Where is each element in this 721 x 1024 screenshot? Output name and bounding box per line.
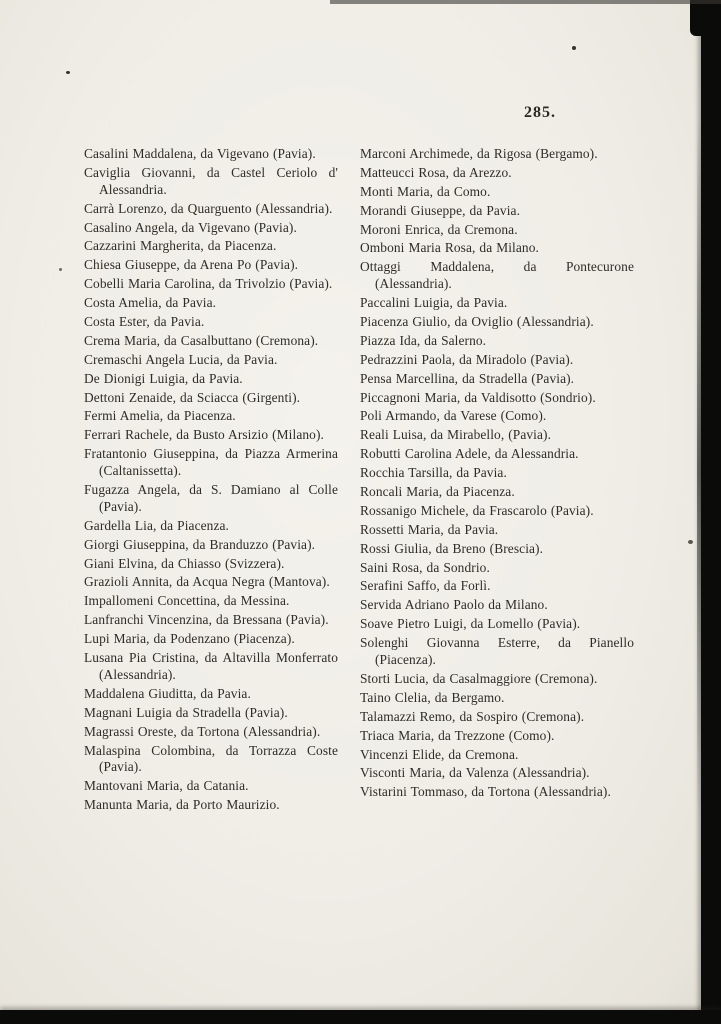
list-item: Mantovani Maria, da Catania. [84,778,249,794]
list-item: Talamazzi Remo, da Sospiro (Cremona). [360,708,585,724]
list-item: Costa Amelia, da Pavia. [84,295,217,311]
list-item: De Dionigi Luigia, da Pavia. [84,370,243,386]
list-item: Poli Armando, da Varese (Como). [360,408,547,424]
list-item: Malaspina Colombina, da Torrazza Coste (Pavia). [84,742,338,775]
list-item: Reali Luisa, da Mirabello, (Pavia). [360,427,552,443]
list-item: Giani Elvina, da Chiasso (Svizzera). [84,555,285,571]
list-item: Costa Ester, da Pavia. [84,314,205,330]
list-item: Marconi Archimede, da Rigosa (Bergamo). [360,146,598,161]
list-item: Servida Adriano Paolo da Milano. [360,597,548,613]
scan-edge-bottom [0,1010,721,1024]
list-item: Magnani Luigia da Stradella (Pavia). [84,704,288,720]
list-item: Carrà Lorenzo, da Quarguento (Alessandria). [84,200,333,216]
list-item: Cobelli Maria Carolina, da Trivolzio (Pavia). [84,276,333,292]
list-item: Ferrari Rachele, da Busto Arsizio (Milano). [84,427,324,443]
column-right [360,146,634,816]
list-item: Cazzarini Margherita, da Piacenza. [84,238,277,254]
list-item: Matteucci Rosa, da Arezzo. [360,164,512,180]
list-item: Visconti Maria, da Valenza (Alessandria). [360,765,590,781]
list-item: Pensa Marcellina, da Stradella (Pavia). [360,370,575,386]
scan-edge-top [330,0,721,4]
list-item: Crema Maria, da Casalbuttano (Cremona). [84,332,319,348]
list-item: Piccagnoni Maria, da Valdisotto (Sondrio). [360,389,596,405]
scan-edge-right [701,0,721,1024]
list-item: Fratantonio Giuseppina, da Piazza Armerina (Caltanissetta). [84,446,338,479]
list-item: Grazioli Annita, da Acqua Negra (Mantova). [84,574,330,590]
list-item: Impallomeni Concettina, da Messina. [84,593,290,609]
list-item: Soave Pietro Luigi, da Lomello (Pavia). [360,616,581,632]
list-item: Omboni Maria Rosa, da Milano. [360,240,539,256]
list-item: Maddalena Giuditta, da Pavia. [84,685,251,701]
list-item: Dettoni Zenaide, da Sciacca (Girgenti). [84,389,301,405]
list-item: Chiesa Giuseppe, da Arena Po (Pavia). [84,257,299,273]
list-item: Piacenza Giulio, da Oviglio (Alessandria). [360,314,594,330]
list-item: Monti Maria, da Como. [360,183,491,199]
list-item: Cremaschi Angela Lucia, da Pavia. [84,351,278,367]
list-item: Vistarini Tommaso, da Tortona (Alessandria). [360,784,611,800]
list-item: Serafini Saffo, da Forlì. [360,578,491,594]
list-item: Piazza Ida, da Salerno. [360,332,487,348]
list-item: Morandi Giuseppe, da Pavia. [360,202,521,218]
list-item: Rocchia Tarsilla, da Pavia. [360,465,507,481]
list-item: Taino Clelia, da Bergamo. [360,689,505,705]
list-item: Rossanigo Michele, da Frascarolo (Pavia). [360,502,594,518]
list-item: Magrassi Oreste, da Tortona (Alessandria). [84,723,321,739]
scan-speck [688,540,693,544]
page-number: 285. [524,104,556,121]
list-item: Giorgi Giuseppina, da Branduzzo (Pavia). [84,536,316,552]
list-item: Ottaggi Maddalena, da Pontecurone (Alessandria). [360,259,634,292]
scan-speck [66,71,70,74]
list-item: Vincenzi Elide, da Cremona. [360,746,519,762]
list-item: Triaca Maria, da Trezzone (Como). [360,727,555,743]
list-item: Solenghi Giovanna Esterre, da Pianello (Piacenza). [360,635,634,668]
list-item: Saini Rosa, da Sondrio. [360,559,490,575]
list-item: Rossetti Maria, da Pavia. [360,521,499,537]
list-item: Lusana Pia Cristina, da Altavilla Monferrato (Alessandria). [84,650,338,682]
list-item: Lanfranchi Vincenzina, da Bressana (Pavia). [84,612,329,628]
list-item: Manunta Maria, da Porto Maurizio. [84,797,280,813]
list-item: Paccalini Luigia, da Pavia. [360,295,508,311]
list-item: Pedrazzini Paola, da Miradolo (Pavia). [360,351,574,367]
scan-speck [59,268,62,271]
list-item: Caviglia Giovanni, da Castel Ceriolo d' Alessandria. [84,164,338,197]
list-item: Storti Lucia, da Casalmaggiore (Cremona). [360,670,598,686]
list-item: Robutti Carolina Adele, da Alessandria. [360,446,579,462]
list-item: Gardella Lia, da Piacenza. [84,517,229,533]
list-item: Casalino Angela, da Vigevano (Pavia). [84,219,297,235]
scan-edge-top-right [690,0,721,36]
list-item: Roncali Maria, da Piacenza. [360,484,515,500]
name-list [84,146,634,816]
list-item: Fugazza Angela, da S. Damiano al Colle (Pavia). [84,482,338,514]
list-item: Rossi Giulia, da Breno (Brescia). [360,540,544,556]
list-item: Fermi Amelia, da Piacenza. [84,408,236,424]
list-item: Moroni Enrica, da Cremona. [360,221,518,237]
list-item: Casalini Maddalena, da Vigevano (Pavia). [84,146,316,161]
scan-speck [572,46,576,50]
column-left [84,146,338,816]
list-item: Lupi Maria, da Podenzano (Piacenza). [84,631,295,647]
